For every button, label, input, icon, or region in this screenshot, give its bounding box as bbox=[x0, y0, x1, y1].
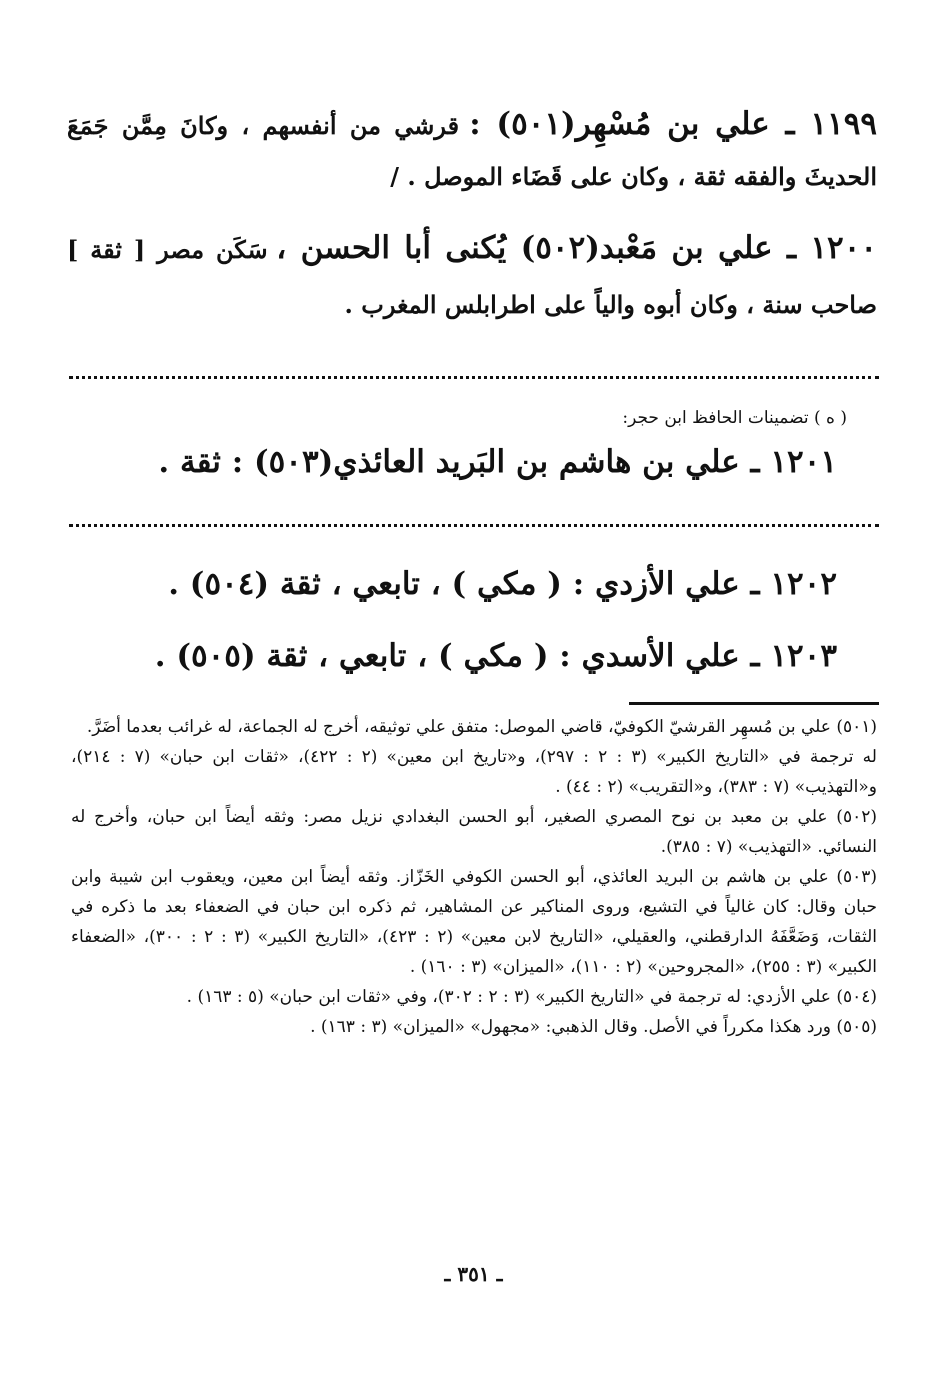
entry-1201: ١٢٠١ ـ علي بن هاشم بن البَريد العائذي(٥٠٣) : ثقة . bbox=[158, 444, 837, 480]
dotted-separator-bottom bbox=[69, 518, 879, 527]
footnotes bbox=[71, 712, 877, 1042]
entry-1199-heading: ١١٩٩ ـ علي بن مُسْهِر(٥٠١) : bbox=[469, 106, 877, 142]
entry-1200-heading: ١٢٠٠ ـ علي بن مَعْبد(٥٠٢) يُكنى أبا الحسن ، bbox=[276, 230, 877, 266]
footnote-501-sources: له ترجمة في «التاريخ الكبير» (٣ : ٢ : ٢٩٧)، و«تاريخ ابن معين» (٢ : ٤٢٢)، «ثقات ابن حبان» (٧ : ٢١٤)، و«التهذيب» (٧ : ٣٨٣)، و«التقريب» (٢ : ٤٤) . bbox=[71, 747, 877, 797]
footnote-505: (٥٠٥) ورد هكذا مكرراً في الأصل. وقال الذهبي: «مجهول» «الميزان» (٣ : ١٦٣) . bbox=[310, 1017, 877, 1037]
entry-1202: ١٢٠٢ ـ علي الأزدي : ( مكي ) ، تابعي ، ثقة (٥٠٤) . bbox=[168, 566, 837, 602]
entry-1200-text: سَكَن مصر [ ثقة ] صاحب سنة ، وكان أبوه والياً على اطرابلس المغرب . bbox=[67, 235, 877, 319]
footnote-502: (٥٠٢) علي بن معبد بن نوح المصري الصغير، أبو الحسن البغدادي نزيل مصر: وثقه أيضاً ابن حبان، وأخرج له النسائي. «التهذيب» (٧ : ٣٨٥). bbox=[71, 807, 877, 857]
footnote-503: (٥٠٣) علي بن هاشم بن البريد العائذي، أبو الحسن الكوفي الخَزّاز. وثقه أيضاً ابن معين، ويعقوب ابن شيبة وابن حبان وقال: كان غالياً في التشيع، وروى المناكير عن المشاهير، ثم ذكره ابن حبان في الضعفاء بعد ما ذكره في الثقات، وَضَعَّفَهُ الدارقطني، والعقيلي، «التاريخ لابن معين» (٢ : ٤٢٣)، «التاريخ الكبير» (٣ : ٢ : ٣٠٠)، «الضعفاء الكبير» (٣ : ٢٥٥)، «المجروحين» (٢ : ١١٠)، «الميزان» (٣ : ١٦٠) . bbox=[71, 867, 877, 977]
entry-1200 bbox=[67, 222, 877, 334]
footnote-rule bbox=[629, 702, 879, 705]
footnote-501: (٥٠١) علي بن مُسهِر القرشيّ الكوفيّ، قاضي الموصل: متفق علي توثيقه، أخرج له الجماعة، له غرائب بعدما أضَرَّ. bbox=[86, 717, 877, 737]
entry-1199-text: قرشي من أنفسهم ، وكانَ مِمَّن جَمَعَ الحديثَ والفقه ثقة ، وكان على قَضَاء الموصل . / bbox=[67, 111, 877, 191]
entry-1203: ١٢٠٣ ـ علي الأسدي : ( مكي ) ، تابعي ، ثقة (٥٠٥) . bbox=[154, 638, 837, 674]
page-number: ـ ٣٥١ ـ bbox=[444, 1262, 503, 1286]
dotted-separator-top bbox=[69, 370, 879, 379]
inclusion-note-label: ( ه ) تضمينات الحافظ ابن حجر: bbox=[622, 408, 847, 428]
footnote-504: (٥٠٤) علي الأزدي: له ترجمة في «التاريخ الكبير» (٣ : ٢ : ٣٠٢)، وفي «ثقات ابن حبان» (٥ : ١٦٣) . bbox=[186, 987, 877, 1007]
entry-1199 bbox=[67, 100, 877, 204]
